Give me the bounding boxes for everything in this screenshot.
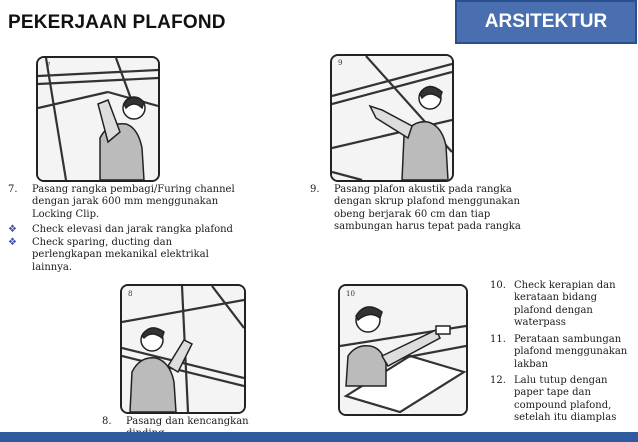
step-line: dengan jarak 600 mm menggunakan: [32, 196, 219, 208]
step-number: 8.: [102, 416, 112, 427]
step-number: 12.: [490, 375, 506, 386]
illustration-step-9: [330, 54, 454, 182]
step-line: setelah itu diamplas: [514, 412, 617, 424]
bullet-icon: ❖: [8, 224, 17, 235]
step-line: Pasang plafon akustik pada rangka: [334, 184, 512, 195]
figure-label: 8: [128, 290, 133, 298]
step-number: 10.: [490, 280, 506, 291]
figure-label: 7: [46, 62, 51, 70]
illustration-step-8: [120, 284, 246, 414]
page-title: PEKERJAAN PLAFOND: [8, 12, 226, 33]
step-line: compound plafond,: [514, 399, 612, 411]
step-9: [310, 184, 550, 236]
bullet-icon: ❖: [8, 237, 17, 248]
step-line: plafond menggunakan: [514, 346, 628, 358]
step-line: lakban: [514, 358, 549, 370]
step-line: dengan skrup plafond menggunakan: [334, 196, 520, 208]
step-line: obeng berjarak 60 cm dan tiap: [334, 208, 491, 220]
check-line: lainnya.: [32, 261, 73, 273]
step-line: Lalu tutup dengan: [514, 375, 608, 386]
step-12: [490, 375, 636, 427]
category-badge: ARSITEKTUR: [455, 0, 637, 44]
figure-label: 10: [346, 290, 355, 298]
step-line: Locking Clip.: [32, 208, 100, 220]
step-line: kerataan bidang: [514, 292, 598, 304]
footer-bar: [0, 432, 638, 442]
step-10: [490, 280, 636, 332]
step-number: 11.: [490, 334, 506, 345]
check-line: perlengkapan mekanikal elektrikal: [32, 249, 209, 261]
step-line: Perataan sambungan: [514, 334, 622, 345]
step-7: [8, 184, 278, 224]
step-line: sambungan harus tepat pada rangka: [334, 221, 521, 233]
step-number: 7.: [8, 184, 18, 195]
step-line: Check kerapian dan: [514, 280, 616, 291]
check-text: Check elevasi dan jarak rangka plafond: [32, 224, 233, 235]
illustration-step-7: [36, 56, 160, 182]
step-11: [490, 334, 636, 374]
step-number: 9.: [310, 184, 320, 195]
step-line: plafond dengan: [514, 304, 593, 316]
illustration-step-10: [338, 284, 468, 416]
step-line: waterpass: [514, 317, 566, 329]
step-line: Pasang dan kencangkan: [126, 416, 249, 427]
step-line: Pasang rangka pembagi/Furing channel: [32, 184, 235, 195]
step-line: paper tape dan: [514, 387, 591, 399]
check-line: Check sparing, ducting dan: [32, 237, 173, 248]
figure-label: 9: [338, 59, 343, 67]
